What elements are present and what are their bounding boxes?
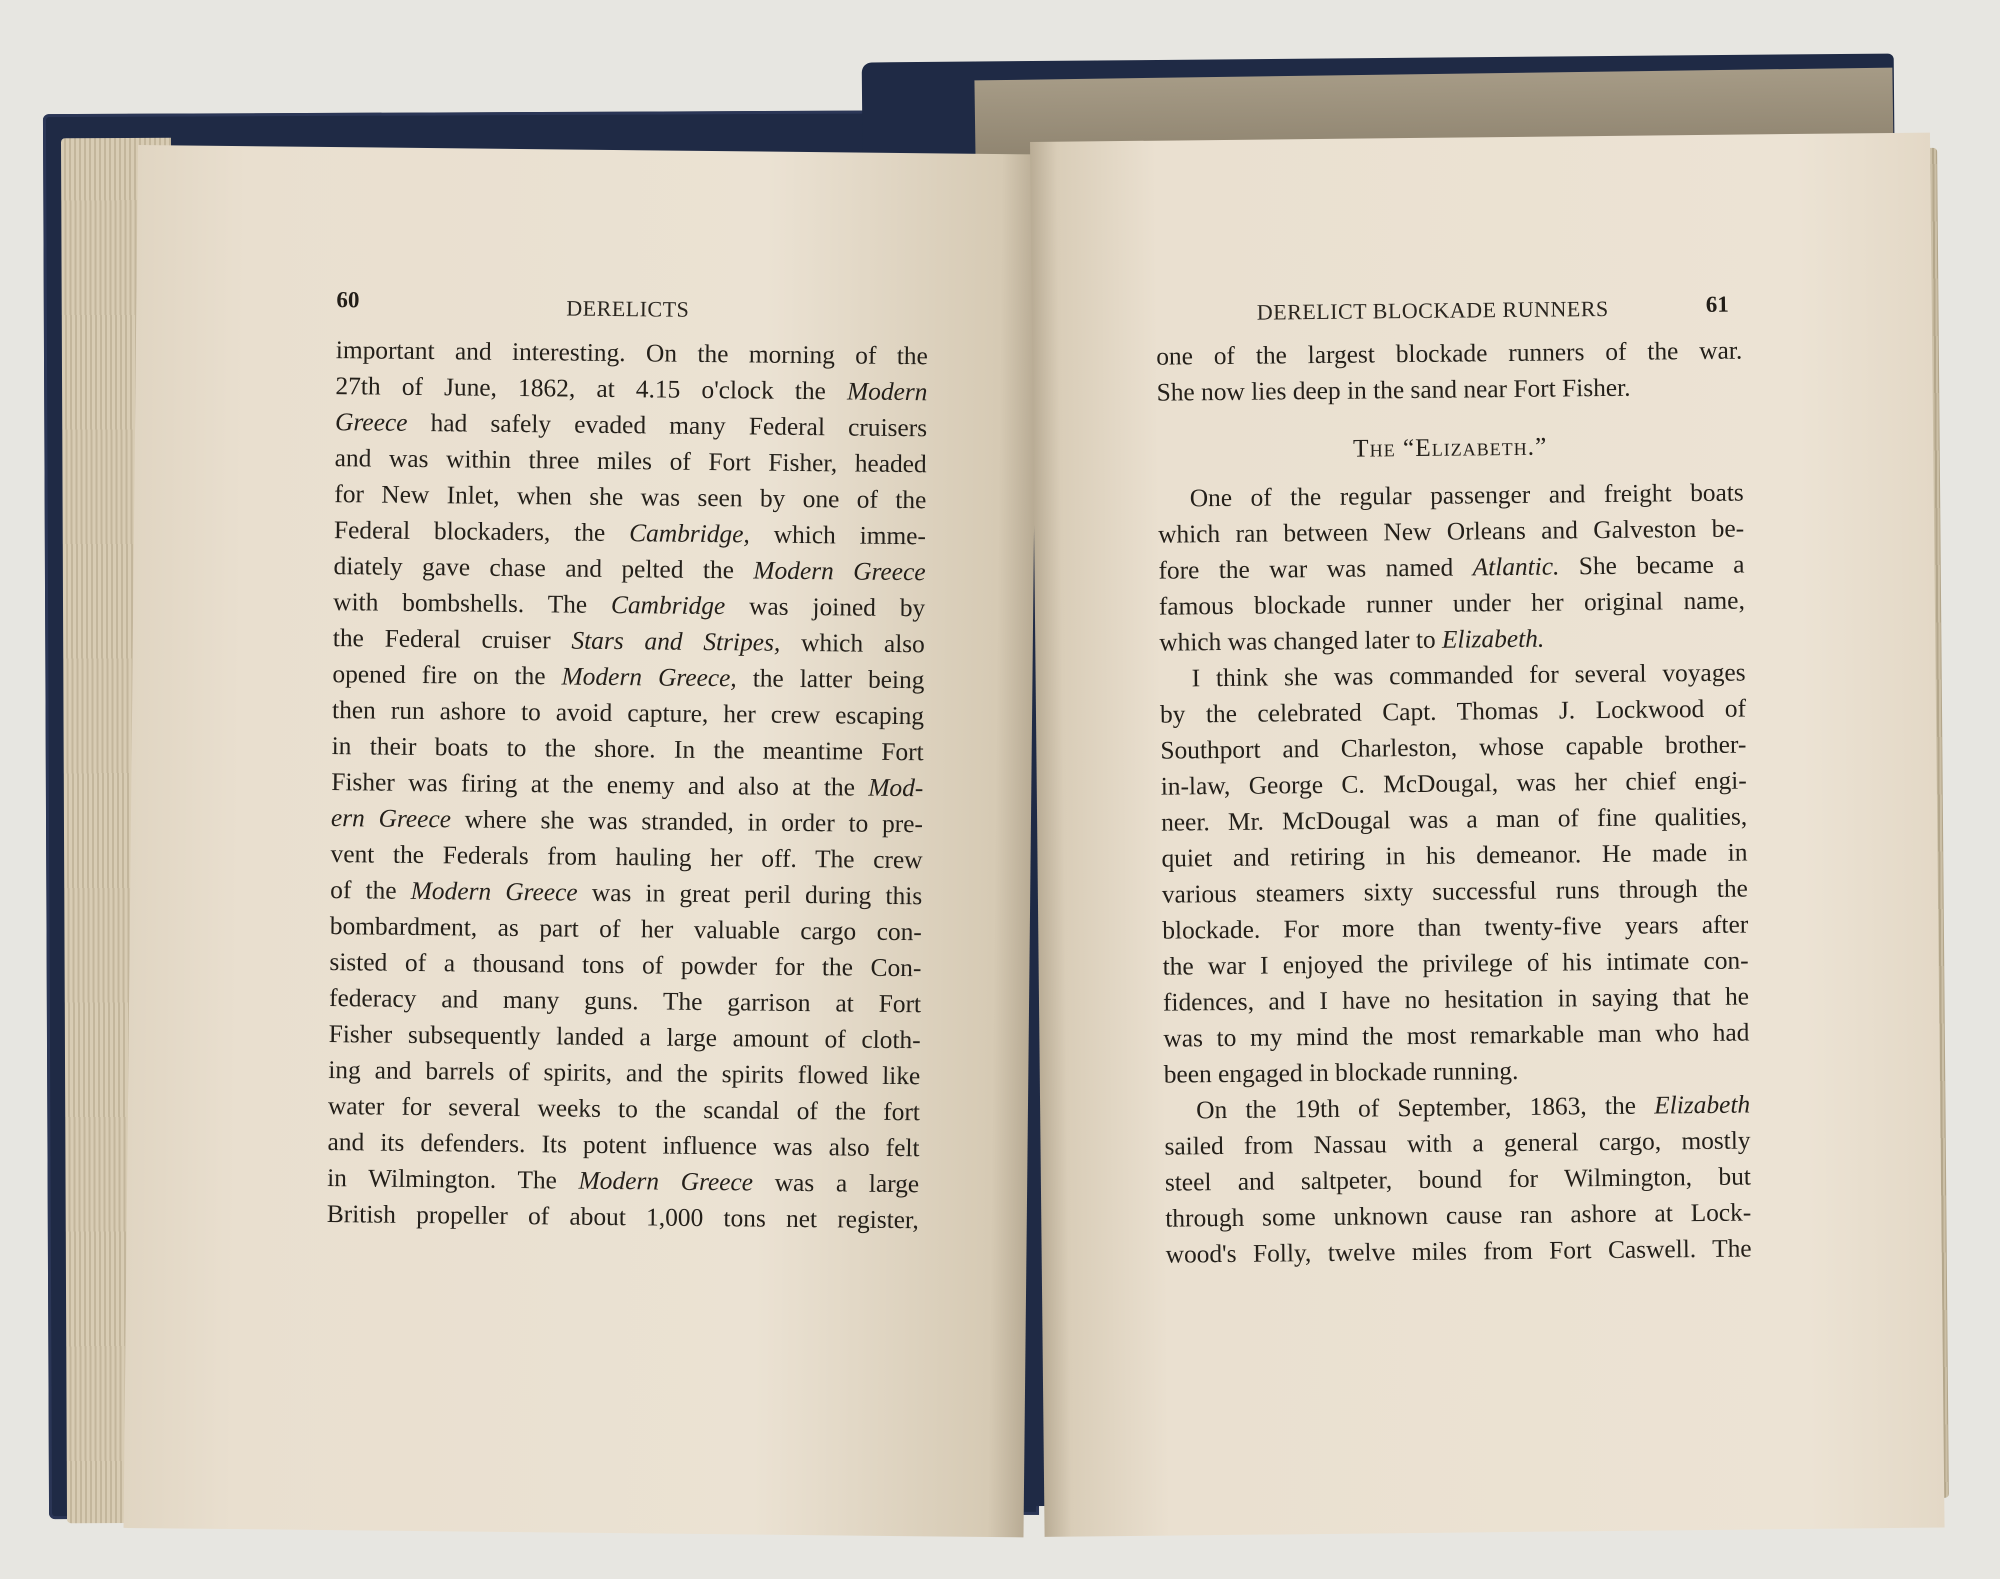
text-line xyxy=(327,1196,919,1238)
text-run: One of the regular passenger and freight boats xyxy=(1189,478,1744,513)
italic-text: Cambridge, xyxy=(629,519,750,549)
section-heading xyxy=(1157,427,1743,469)
text-run: was to my mind the most remarkable man who had xyxy=(1163,1018,1750,1053)
text-line xyxy=(1159,655,1745,697)
text-line xyxy=(1162,943,1748,985)
text-run: opened fire on the xyxy=(332,660,562,691)
italic-text: Cambridge xyxy=(610,590,726,621)
italic-text: Elizabeth. xyxy=(1441,624,1545,654)
italic-text: Stars and Stripes, xyxy=(571,626,781,657)
text-line xyxy=(335,368,927,410)
text-run: vent the Federals from hauling her off. The crew xyxy=(330,840,923,875)
text-line xyxy=(333,620,925,662)
text-line xyxy=(1162,871,1748,913)
text-run: which was changed later to xyxy=(1159,625,1443,657)
text-line xyxy=(331,764,923,806)
text-line xyxy=(334,512,926,554)
right-page xyxy=(1030,133,1945,1537)
text-line xyxy=(1156,333,1742,375)
text-line xyxy=(1159,583,1745,625)
text-run: sailed from Nassau with a general cargo, mostly xyxy=(1164,1126,1751,1161)
text-run: On the 19th of September, 1863, the xyxy=(1196,1091,1655,1125)
text-run: which imme- xyxy=(749,520,927,551)
text-line xyxy=(332,728,924,770)
italic-text: Mod- xyxy=(868,773,924,803)
text-line xyxy=(1163,979,1749,1021)
text-line xyxy=(1161,763,1747,805)
text-run: wood's Folly, twelve miles from Fort Caswell. The xyxy=(1165,1234,1752,1269)
text-run: then run ashore to avoid capture, her crew escaping xyxy=(331,696,925,731)
text-run: water for several weeks to the scandal of the fort xyxy=(327,1092,921,1127)
body-text xyxy=(1156,333,1752,1273)
text-run: blockade. For more than twenty-five years after xyxy=(1162,910,1749,945)
text-run: for New Inlet, when she was seen by one of the xyxy=(334,480,927,515)
text-run: the war I enjoyed the privilege of his intimate con- xyxy=(1162,946,1749,981)
italic-text: Greece xyxy=(334,408,408,437)
text-line xyxy=(330,836,922,878)
text-run: neer. Mr. McDougal was a man of fine qualities, xyxy=(1160,802,1748,837)
italic-text: Modern xyxy=(846,377,928,407)
text-run: I think she was commanded for several voyages xyxy=(1191,658,1746,693)
text-run: in-law, George C. McDougal, was her chief engi- xyxy=(1160,766,1747,801)
text-line xyxy=(330,908,922,950)
text-run: 27th of June, 1862, at 4.15 o'clock the xyxy=(335,372,848,406)
text-run: ing and barrels of spirits, and the spirits flowed like xyxy=(328,1056,921,1091)
text-run: of the xyxy=(330,876,411,905)
left-page xyxy=(124,145,1038,1537)
italic-text: Modern Greece xyxy=(578,1166,754,1197)
text-run: steel and saltpeter, bound for Wilmington, but xyxy=(1164,1162,1752,1197)
running-head: DERELICTS xyxy=(566,295,690,322)
text-run: The “Elizabeth.” xyxy=(1352,432,1548,463)
text-line xyxy=(335,404,927,446)
text-line xyxy=(334,476,926,518)
text-line xyxy=(329,944,921,986)
text-run: and its defenders. Its potent influence was also felt xyxy=(327,1128,920,1163)
text-run: through some unknown cause ran ashore at Lock- xyxy=(1165,1198,1752,1233)
text-line xyxy=(1161,799,1747,841)
italic-text: Modern Greece xyxy=(753,556,926,587)
italic-text: Modern Greece xyxy=(410,876,578,907)
text-line xyxy=(333,584,925,626)
running-head: DERELICT BLOCKADE RUNNERS xyxy=(1256,295,1609,325)
text-run: Federal blockaders, the xyxy=(333,516,630,548)
italic-text: ern Greece xyxy=(330,804,452,834)
text-line xyxy=(1156,369,1742,411)
text-run: with bombshells. The xyxy=(333,588,612,619)
text-run: in Wilmington. The xyxy=(327,1164,579,1195)
text-line xyxy=(329,980,921,1022)
text-run: one of the largest blockade runners of the war. xyxy=(1156,336,1743,371)
text-line xyxy=(1158,475,1744,517)
text-line xyxy=(1159,619,1745,661)
text-line xyxy=(328,1088,920,1130)
text-run: bombardment, as part of her valuable cargo con- xyxy=(329,912,922,947)
text-run: where she was stranded, in order to pre- xyxy=(450,805,924,839)
text-run: in their boats to the shore. In the meantime Fort xyxy=(331,732,924,767)
text-run: the Federal cruiser xyxy=(332,624,572,655)
italic-text: Atlantic. xyxy=(1472,552,1560,582)
text-line xyxy=(1165,1195,1751,1237)
text-run: quiet and retiring in his demeanor. He made in xyxy=(1161,838,1748,873)
text-line xyxy=(1158,547,1744,589)
page-number: 61 xyxy=(1705,291,1729,317)
text-run: Southport and Charleston, whose capable brother- xyxy=(1160,730,1747,765)
text-line xyxy=(1164,1087,1750,1129)
text-run: She became a xyxy=(1559,550,1745,581)
text-line xyxy=(330,872,922,914)
text-run: diately gave chase and pelted the xyxy=(333,552,754,585)
text-line xyxy=(329,1016,921,1058)
text-line xyxy=(336,332,928,374)
text-line xyxy=(335,440,927,482)
text-line xyxy=(1164,1123,1750,1165)
text-line xyxy=(332,692,924,734)
text-line xyxy=(1162,907,1748,949)
text-line xyxy=(333,548,925,590)
text-run: and was within three miles of Fort Fisher, headed xyxy=(334,444,927,479)
text-run: British propeller of about 1,000 tons net register, xyxy=(326,1200,919,1235)
text-line xyxy=(327,1160,919,1202)
text-line xyxy=(328,1052,920,1094)
page-number: 60 xyxy=(336,287,360,313)
text-line xyxy=(331,800,923,842)
text-run: Fisher was firing at the enemy and also at the xyxy=(331,768,869,802)
text-line xyxy=(327,1124,919,1166)
text-line xyxy=(1163,1015,1749,1057)
text-line xyxy=(1161,835,1747,877)
text-line xyxy=(1160,691,1746,733)
text-run: which also xyxy=(780,628,925,659)
text-line xyxy=(1164,1051,1750,1093)
text-run: been engaged in blockade running. xyxy=(1163,1056,1519,1089)
italic-text: Elizabeth xyxy=(1654,1090,1751,1120)
body-text xyxy=(327,332,928,1238)
text-run: had safely evaded many Federal cruisers xyxy=(407,408,928,443)
text-run: was a large xyxy=(752,1168,920,1199)
text-run: various steamers sixty successful runs through the xyxy=(1161,874,1749,909)
text-run: fidences, and I have no hesitation in saying that he xyxy=(1162,982,1750,1017)
text-run: Fisher subsequently landed a large amount of cloth- xyxy=(328,1020,921,1055)
text-run: by the celebrated Capt. Thomas J. Lockwood of xyxy=(1159,694,1747,729)
text-line xyxy=(1165,1159,1751,1201)
text-run: sisted of a thousand tons of powder for the Con- xyxy=(329,948,922,983)
text-line xyxy=(1165,1231,1751,1273)
text-run: She now lies deep in the sand near Fort Fisher. xyxy=(1156,373,1631,407)
italic-text: Modern Greece, xyxy=(561,662,737,693)
text-run: was in great peril during this xyxy=(577,878,923,911)
text-run: fore the war was named xyxy=(1158,553,1473,585)
text-run: was joined by xyxy=(725,592,926,623)
text-run: federacy and many guns. The garrison at Fort xyxy=(328,984,922,1019)
text-run: famous blockade runner under her original name, xyxy=(1158,586,1745,621)
text-run: which ran between New Orleans and Galveston be- xyxy=(1157,514,1745,549)
text-line xyxy=(1160,727,1746,769)
text-run: the latter being xyxy=(736,664,925,695)
text-run: important and interesting. On the morning of the xyxy=(335,336,928,371)
text-line xyxy=(332,656,924,698)
text-line xyxy=(1158,511,1744,553)
